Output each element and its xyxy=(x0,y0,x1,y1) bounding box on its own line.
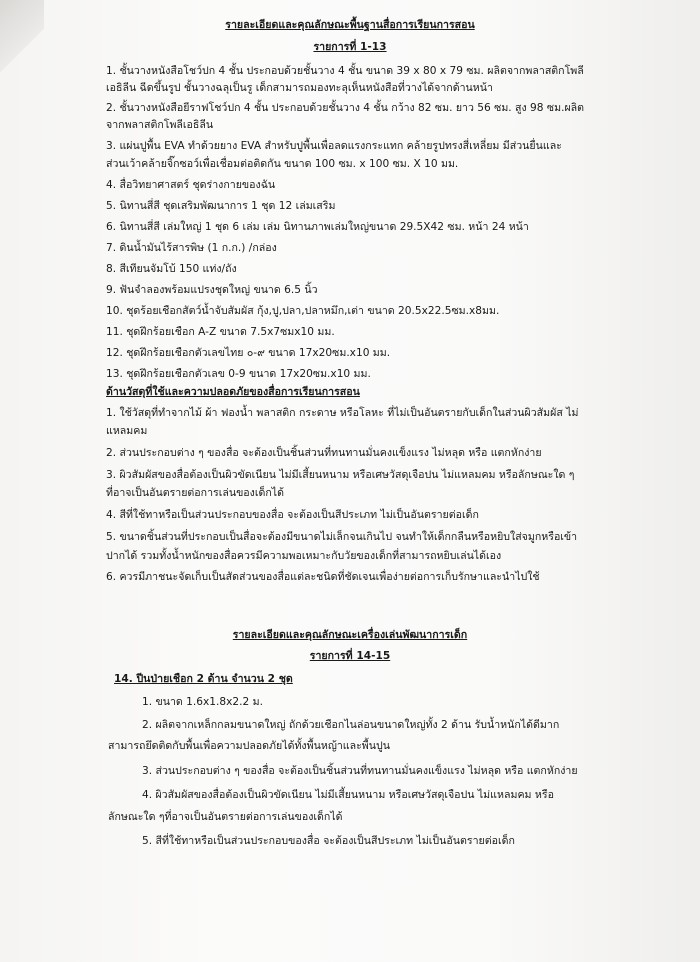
section1-line: ส่วนเว้าคล้ายจิ๊กซอว์เพื่อเชื่อมต่อติดกัน ขนาด 100 ซม. x 100 ซม. X 10 มม. xyxy=(106,158,459,170)
item14-line: สามารถยึดติดกับพื้นเพื่อความปลอดภัยได้ทั้งพื้นหญ้าและพื้นปูน xyxy=(108,740,390,752)
safety-line: 4. สีที่ใช้ทาหรือเป็นส่วนประกอบของสื่อ จะต้องเป็นสีประเภท ไม่เป็นอันตรายต่อเด็ก xyxy=(106,509,479,521)
safety-line: 5. ขนาดชิ้นส่วนที่ประกอบเป็นสื่อจะต้องมีขนาดไม่เล็กจนเกินไป จนทำให้เด็กกลืนหรือหยิบใส่จมูกหรือเข้า xyxy=(106,531,578,543)
section1-line: 10. ชุดร้อยเชือกสัตว์น้ำจับสัมผัส กุ้ง,ปู,ปลา,ปลาหมึก,เต่า ขนาด 20.5x22.5ซม.x8มม. xyxy=(106,305,500,317)
section1-title: รายละเอียดและคุณลักษณะพื้นฐานสื่อการเรียนการสอน xyxy=(225,19,475,31)
section1-line: 9. ฟันจำลองพร้อมแปรงชุดใหญ่ ขนาด 6.5 นิ้ว xyxy=(106,284,318,296)
item14-heading: 14. ปีนป่ายเชือก 2 ด้าน จำนวน 2 ชุด xyxy=(114,673,293,685)
section1-line: เอธิลีน ฉีดขึ้นรูป ชั้นวางฉลุเป็นรู เด็กสามารถมองทะลุเห็นหนังสือที่วางได้จากด้านหน้า xyxy=(106,82,493,94)
item14-line: 4. ผิวสัมผัสของสื่อต้องเป็นผิวขัดเนียน ไม่มีเสี้ยนหนาม หรือเศษวัสดุเจือปน ไม่แหลมคม หรือ xyxy=(142,789,554,801)
item14-line: 1. ขนาด 1.6x1.8x2.2 ม. xyxy=(142,696,263,708)
section1-line: จากพลาสติกโพลีเอธิลีน xyxy=(106,119,214,131)
section2-subtitle: รายการที่ 14-15 xyxy=(309,650,391,662)
section1-line: 6. นิทานสี่สี เล่มใหญ่ 1 ชุด 6 เล่ม เล่ม นิทานภาพเล่มใหญ่ขนาด 29.5X42 ซม. หน้า 24 หน้า xyxy=(106,221,529,233)
safety-line: 3. ผิวสัมผัสของสื่อต้องเป็นผิวขัดเนียน ไม่มีเสี้ยนหนาม หรือเศษวัสดุเจือปน ไม่แหลมคม หรือลักษณะใด ๆ xyxy=(106,469,575,481)
section1-line: 11. ชุดฝึกร้อยเชือก A-Z ขนาด 7.5x7ซมx10 มม. xyxy=(106,326,335,338)
safety-line: 2. ส่วนประกอบต่าง ๆ ของสื่อ จะต้องเป็นชิ้นส่วนที่ทนทานมั่นคงแข็งแรง ไม่หลุด หรือ แตกหักง่าย xyxy=(106,447,542,459)
section1-line: 12. ชุดฝึกร้อยเชือกตัวเลขไทย ๐-๙ ขนาด 17x20ซม.x10 มม. xyxy=(106,347,391,359)
section1-line: 13. ชุดฝึกร้อยเชือกตัวเลข 0-9 ขนาด 17x20ซม.x10 มม. xyxy=(106,368,371,380)
item14-line: 3. ส่วนประกอบต่าง ๆ ของสื่อ จะต้องเป็นชิ้นส่วนที่ทนทานมั่นคงแข็งแรง ไม่หลุด หรือ แตกหักง่าย xyxy=(142,765,578,777)
safety-line: แหลมคม xyxy=(106,425,148,437)
item14-line: ลักษณะใด ๆที่อาจเป็นอันตรายต่อการเล่นของเด็กได้ xyxy=(108,811,343,823)
safety-line: ปากได้ รวมทั้งน้ำหนักของสื่อควรมีความพอเหมาะกับวัยของเด็กที่สามารถหยิบเล่นได้เอง xyxy=(106,550,502,562)
section1-line: 1. ชั้นวางหนังสือโชว์ปก 4 ชั้น ประกอบด้วยชั้นวาง 4 ชั้น ขนาด 39 x 80 x 79 ซม. ผลิตจากพลาสติกโพลี xyxy=(106,65,584,77)
section2-title: รายละเอียดและคุณลักษณะเครื่องเล่นพัฒนาการเด็ก xyxy=(232,629,468,641)
safety-heading: ด้านวัสดุที่ใช้และความปลอดภัยของสื่อการเรียนการสอน xyxy=(106,386,360,398)
section1-line: 3. แผ่นปูพื้น EVA ทำด้วยยาง EVA สำหรับปูพื้นเพื่อลดแรงกระแทก คล้ายรูปทรงสี่เหลี่ยม มีส่วนยื่นและ xyxy=(106,140,562,152)
safety-line: 1. ใช้วัสดุที่ทำจากไม้ ผ้า ฟองน้ำ พลาสติก กระดาษ หรือโลหะ ที่ไม่เป็นอันตรายกับเด็กในส่วนผิวสัมผัส ไม่ xyxy=(106,407,579,419)
item14-line: 5. สีที่ใช้ทาหรือเป็นส่วนประกอบของสื่อ จะต้องเป็นสีประเภท ไม่เป็นอันตรายต่อเด็ก xyxy=(142,835,515,847)
section1-line: 4. สื่อวิทยาศาสตร์ ชุดร่างกายของฉัน xyxy=(106,179,276,191)
section1-line: 2. ชั้นวางหนังสือยีราฟโชว์ปก 4 ชั้น ประกอบด้วยชั้นวาง 4 ชั้น กว้าง 82 ซม. ยาว 56 ซม. สูง 98 ซม.ผลิต xyxy=(106,102,585,114)
section1-line: 7. ดินน้ำมันไร้สารพิษ (1 ก.ก.) /กล่อง xyxy=(106,242,277,254)
item14-line: 2. ผลิตจากเหล็กกลมขนาดใหญ่ ถักด้วยเชือกไนล่อนขนาดใหญ่ทั้ง 2 ด้าน รับน้ำหนักได้ดีมาก xyxy=(142,719,560,731)
section1-line: 5. นิทานสี่สี ชุดเสริมพัฒนาการ 1 ชุด 12 เล่มเสริม xyxy=(106,200,336,212)
section1-subtitle: รายการที่ 1-13 xyxy=(313,41,387,53)
safety-line: ที่อาจเป็นอันตรายต่อการเล่นของเด็กได้ xyxy=(106,487,284,499)
safety-line: 6. ควรมีภาชนะจัดเก็บเป็นสัดส่วนของสื่อแต่ละชนิดที่ชัดเจนเพื่อง่ายต่อการเก็บรักษาและนำไปใช้ xyxy=(106,571,540,583)
section1-line: 8. สีเทียนจัมโบ้ 150 แท่ง/ถัง xyxy=(106,263,237,275)
